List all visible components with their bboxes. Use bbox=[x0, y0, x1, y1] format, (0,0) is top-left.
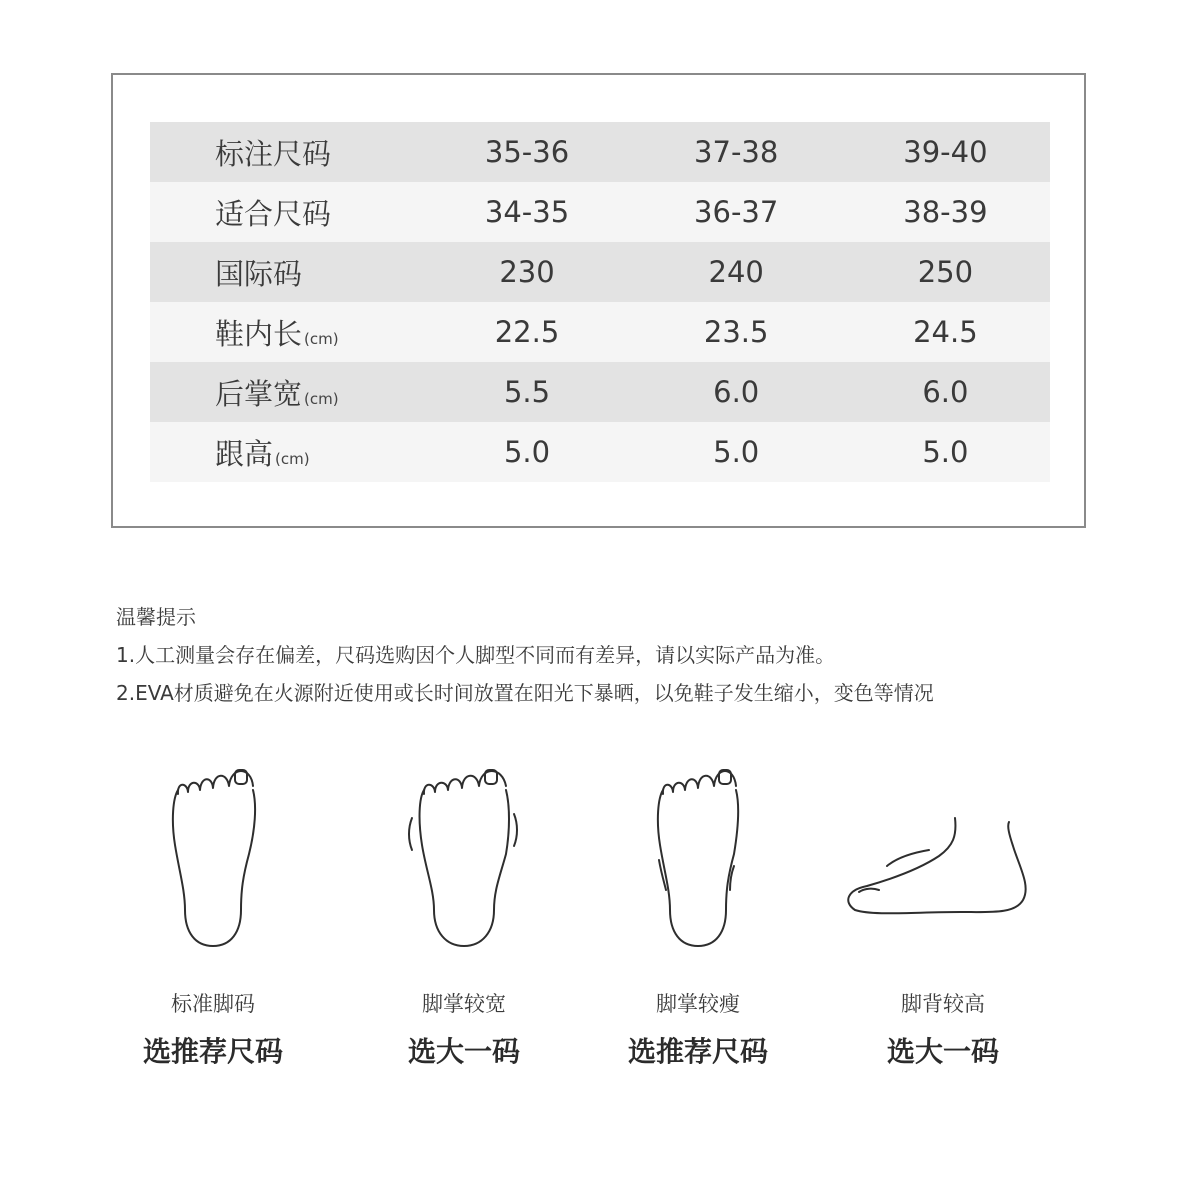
table-cell: 38-39 bbox=[903, 195, 988, 229]
foot-guide-label: 脚背较高 bbox=[901, 992, 985, 1016]
notice-line-2: 2.EVA材质避免在火源附近使用或长时间放置在阳光下暴晒，以免鞋子发生缩小，变色等情况 bbox=[116, 681, 934, 705]
table-cell: 240 bbox=[708, 255, 764, 289]
row-label: 标注尺码 bbox=[215, 136, 332, 171]
notice-title: 温馨提示 bbox=[116, 605, 196, 629]
foot-guide-advice: 选推荐尺码 bbox=[627, 1035, 768, 1068]
notice-section bbox=[116, 598, 934, 712]
row-label: 跟高 (cm) bbox=[215, 436, 310, 471]
narrow-foot-icon bbox=[598, 750, 798, 960]
table-cell: 39-40 bbox=[903, 135, 988, 169]
table-cell: 5.0 bbox=[922, 435, 969, 469]
table-row bbox=[150, 362, 1050, 422]
table-row bbox=[150, 422, 1050, 482]
foot-guide-advice: 选大一码 bbox=[886, 1035, 999, 1068]
table-cell: 6.0 bbox=[922, 375, 969, 409]
table-row bbox=[150, 242, 1050, 302]
standard-foot-icon bbox=[113, 750, 313, 960]
table-cell: 24.5 bbox=[913, 315, 978, 349]
table-cell: 37-38 bbox=[694, 135, 779, 169]
row-label: 后掌宽 (cm) bbox=[215, 376, 339, 411]
table-cell: 250 bbox=[917, 255, 974, 289]
table-cell: 6.0 bbox=[713, 375, 760, 409]
table-cell: 5.5 bbox=[503, 375, 551, 409]
row-label: 适合尺码 bbox=[215, 196, 332, 231]
table-cell: 22.5 bbox=[494, 315, 560, 349]
table-row bbox=[150, 302, 1050, 362]
wide-foot-icon bbox=[364, 750, 564, 960]
table-row bbox=[150, 122, 1050, 182]
foot-guide-advice: 选大一码 bbox=[407, 1035, 520, 1068]
table-cell: 36-37 bbox=[694, 195, 779, 229]
foot-guide-high-instep bbox=[843, 750, 1043, 1068]
foot-guide-advice: 选推荐尺码 bbox=[142, 1035, 283, 1068]
foot-type-guide bbox=[0, 750, 1200, 1090]
high-instep-foot-icon bbox=[843, 750, 1043, 960]
unit-label: (cm) bbox=[275, 449, 310, 468]
table-cell: 230 bbox=[499, 255, 555, 289]
table-row bbox=[150, 182, 1050, 242]
foot-guide-label: 脚掌较宽 bbox=[422, 992, 506, 1016]
foot-guide-label: 脚掌较瘦 bbox=[656, 992, 740, 1016]
table-cell: 35-36 bbox=[484, 135, 570, 169]
row-label: 鞋内长 (cm) bbox=[215, 316, 339, 351]
foot-guide-standard bbox=[113, 750, 313, 1068]
unit-label: (cm) bbox=[304, 389, 339, 408]
notice-line-1: 1.人工测量会存在偏差，尺码选购因个人脚型不同而有差异，请以实际产品为准。 bbox=[116, 643, 836, 667]
size-chart-table bbox=[150, 122, 1050, 482]
table-cell: 34-35 bbox=[484, 195, 570, 229]
foot-guide-narrow bbox=[598, 750, 798, 1068]
table-cell: 23.5 bbox=[703, 315, 769, 349]
table-cell: 5.0 bbox=[503, 435, 551, 469]
foot-guide-label: 标准脚码 bbox=[171, 992, 255, 1016]
foot-guide-wide bbox=[364, 750, 564, 1068]
row-label: 国际码 bbox=[215, 256, 303, 291]
table-cell: 5.0 bbox=[713, 435, 760, 469]
unit-label: (cm) bbox=[304, 329, 339, 348]
